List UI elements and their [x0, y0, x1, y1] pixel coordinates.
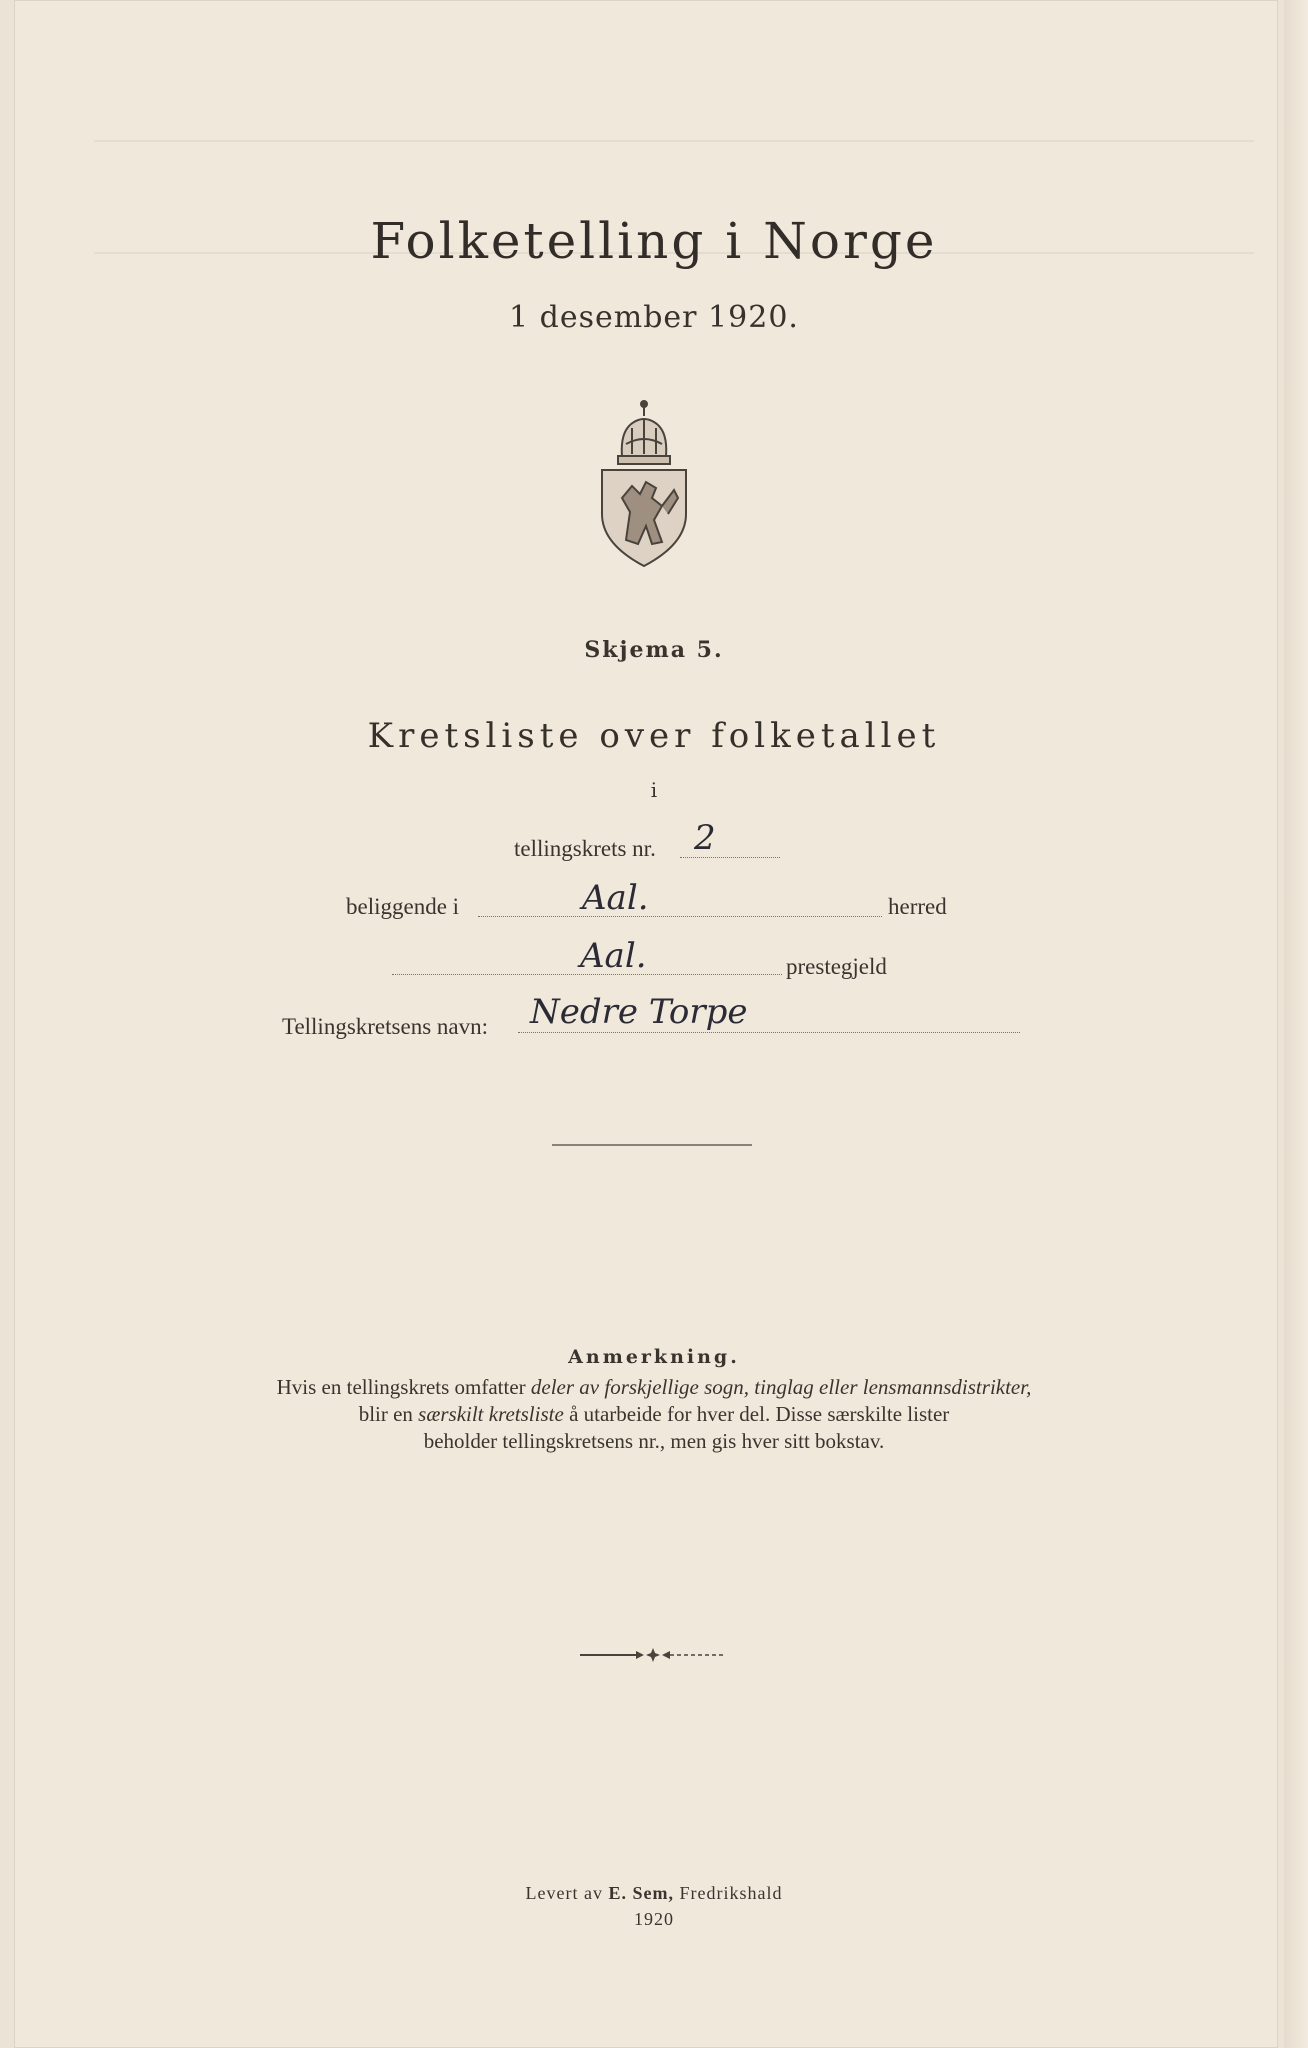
- tellingskrets-value: 2: [694, 818, 716, 858]
- schema-label: Skjema 5.: [584, 637, 724, 663]
- beliggende-label: beliggende i: [346, 894, 460, 919]
- norwegian-coat-of-arms-icon: [596, 394, 692, 570]
- tellingskrets-label: tellingskrets nr.: [514, 836, 656, 861]
- note-heading: Anmerkning.: [568, 1346, 740, 1368]
- note-line-2-a: blir en: [358, 1402, 419, 1426]
- note-line-2-b: særskilt kretsliste: [418, 1402, 564, 1426]
- divider: [552, 1144, 752, 1146]
- printer-year: 1920: [634, 1909, 674, 1929]
- document-title: Folketelling i Norge: [370, 212, 938, 270]
- navn-label: Tellingskretsens navn:: [282, 1014, 488, 1039]
- herred-label: herred: [888, 894, 947, 919]
- navn-value: Nedre Torpe: [530, 992, 748, 1032]
- beliggende-line: [478, 916, 882, 917]
- note-line-1: [0, 1374, 1308, 1401]
- printer-prefix: Levert av: [525, 1883, 609, 1903]
- beliggende-value: Aal.: [582, 878, 649, 918]
- note-line-1-a: Hvis en tellingskrets omfatter: [276, 1375, 531, 1399]
- printer-credit: [0, 1880, 1308, 1932]
- ornament-divider-icon: [578, 1645, 728, 1665]
- prestegjeld-value: Aal.: [580, 936, 647, 976]
- preposition: i: [650, 778, 658, 802]
- note-line-2: [0, 1401, 1308, 1428]
- note-body: [0, 1374, 1308, 1455]
- prestegjeld-label: prestegjeld: [786, 954, 887, 979]
- navn-line: [518, 1032, 1020, 1033]
- document-subtitle: Kretsliste over folketallet: [367, 716, 941, 756]
- note-line-1-b: deler av forskjellige sogn, tinglag eller lensmannsdistrikter,: [530, 1375, 1032, 1399]
- document-date: 1 desember 1920.: [509, 300, 799, 335]
- note-line-2-c: å utarbeide for hver del. Disse særskilte lister: [563, 1402, 950, 1426]
- printer-name: E. Sem,: [608, 1883, 674, 1903]
- printer-place: Fredrikshald: [673, 1883, 783, 1903]
- note-line-3: beholder tellingskretsens nr., men gis hver sitt bokstav.: [423, 1429, 885, 1453]
